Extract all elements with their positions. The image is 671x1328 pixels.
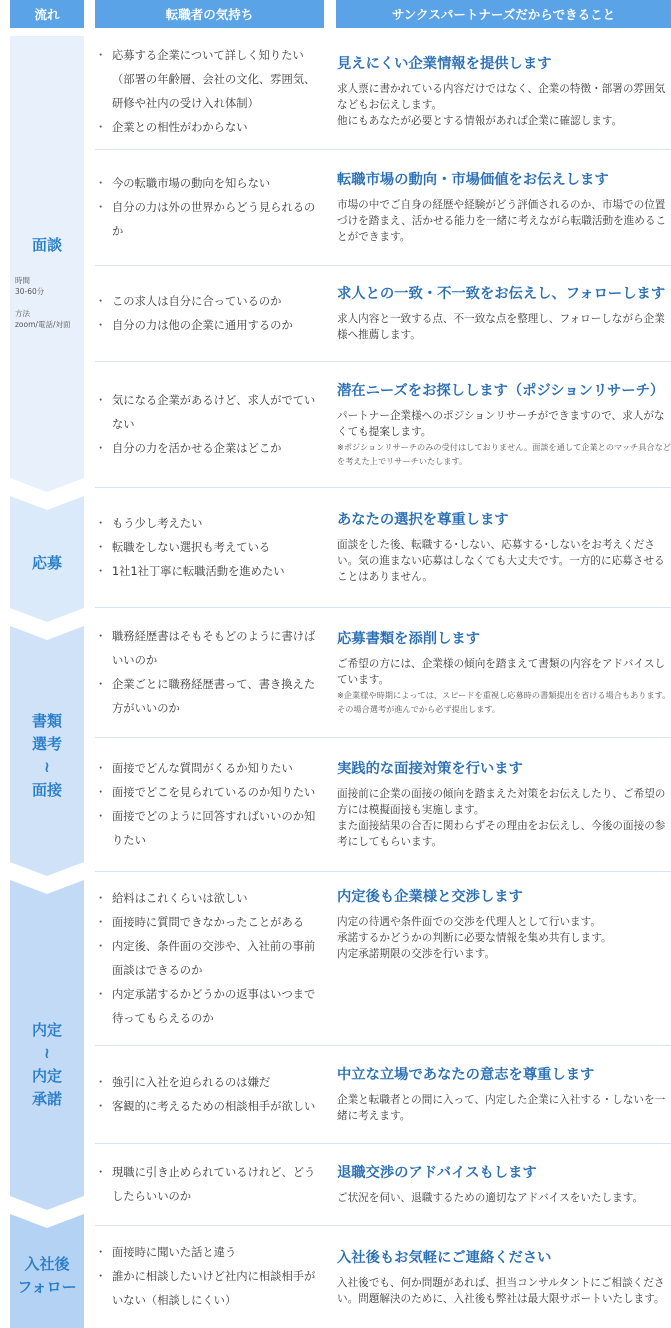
feelings-list xyxy=(95,389,324,461)
feeling-item: ・ 1社1社丁寧に転職活動を進めたい xyxy=(95,560,324,584)
service-description: また面接結果の合否に関わらずその理由をお伝えし、今後の面接の参考にしてもらいます。 xyxy=(337,820,666,848)
feelings-list xyxy=(95,172,324,244)
stage-name: 書類 選考 ≀ 面接 xyxy=(31,711,62,800)
service-description: 求人票に書かれている内容だけではなく、企業の特徴・部署の雰囲気などもお伝えします。 xyxy=(337,83,666,111)
stage-interview-meta: 時間 30-60分 方法 zoom/電話/対面 xyxy=(15,276,71,329)
feeling-item: ・ 企業ごとに職務経歴書って、書き換えた方がいいのか xyxy=(95,673,324,721)
feelings-list xyxy=(95,1071,324,1119)
service-description: 承諾するかどうかの判断に必要な情報を集め共有します。 xyxy=(337,932,612,944)
feelings-list xyxy=(95,512,324,584)
feelings-list xyxy=(95,625,324,721)
table-row xyxy=(95,150,671,266)
feelings-list xyxy=(95,44,324,140)
table-row xyxy=(95,362,671,488)
table-row xyxy=(95,872,671,1046)
feeling-item: ・ 現職に引き止められているけれど、どうしたらいいのか xyxy=(95,1161,324,1209)
service-title: あなたの選択を尊重します xyxy=(337,512,509,528)
feeling-item: ・ 内定後、条件面の交渉や、入社前の事前面談はできるのか xyxy=(95,935,324,983)
service-title: 潜在ニーズをお探しします（ポジションリサーチ） xyxy=(337,383,665,399)
feeling-item: ・ 企業との相性がわからない xyxy=(95,116,324,140)
stage-name: 面談 xyxy=(31,236,62,255)
feeling-item: ・ 自分の力を活かせる企業はどこか xyxy=(95,437,324,461)
table-row xyxy=(95,266,671,362)
table-row xyxy=(95,738,671,872)
stage-offer xyxy=(10,890,84,1240)
service-description: 内定承諾期限の交渉を行います。 xyxy=(337,948,496,960)
service-cell xyxy=(337,488,671,607)
stage-name: 内定 ≀ 内定 承諾 xyxy=(31,1020,62,1109)
stage-follow xyxy=(10,1224,84,1328)
feelings-list xyxy=(95,290,324,338)
table-row xyxy=(95,608,671,738)
feelings-cell xyxy=(95,266,324,361)
service-note: ※ポジションリサーチのみの受付はしておりません。面談を通して企業とのマッチ具合などを考えた上でリサーチいたします。 xyxy=(337,442,671,466)
feeling-item: ・ 客観的に考えるための相談相手が欲しい xyxy=(95,1095,324,1119)
table-row xyxy=(95,1144,671,1226)
stage-name: 入社後 フォロー xyxy=(17,1254,77,1296)
stage-name: 応募 xyxy=(31,554,62,573)
service-description: 内定の待遇や条件面での交渉を代理人として行います。 xyxy=(337,916,601,928)
service-cell xyxy=(337,872,671,1045)
service-cell xyxy=(337,362,671,487)
feeling-item: ・ 自分の力は他の企業に通用するのか xyxy=(95,314,324,338)
service-description: パートナー企業様へのポジションリサーチができますので、求人がなくても提案します。 xyxy=(337,410,665,438)
service-note: ※企業様や時期によっては、スピードを重視し応募時の書類提出を省ける場合もあります。その場合選考が進んでから必ず提出します。 xyxy=(337,690,671,714)
service-description: 市場の中でご自身の経歴や経験がどう評価されるのか、市場での位置づけを踏まえ、活かせる能力を一緒に考えながら転職活動を進めることができます。 xyxy=(337,199,667,243)
feelings-cell xyxy=(95,150,324,265)
service-title: 転職市場の動向・市場価値をお伝えします xyxy=(337,172,609,188)
feeling-item: ・ 面接でどこを見られているのか知りたい xyxy=(95,781,324,805)
feeling-item: ・ もう少し考えたい xyxy=(95,512,324,536)
service-title: 入社後もお気軽にご連絡ください xyxy=(337,1249,552,1266)
feeling-item: ・ 自分の力は外の世界からどう見られるのか xyxy=(95,196,324,244)
service-description: ご状況を伺い、退職するための適切なアドバイスをいたします。 xyxy=(337,1192,644,1204)
service-cell xyxy=(337,266,671,361)
feeling-item: ・ 面接時に聞いた話と違う xyxy=(95,1241,324,1265)
feeling-item: ・ 面接でどのように回答すればいいのか知りたい xyxy=(95,805,324,853)
service-title: 内定後も企業様と交渉します xyxy=(337,889,523,905)
service-title: 求人との一致・不一致をお伝えし、フォローします xyxy=(337,286,666,302)
feelings-list xyxy=(95,887,324,1031)
table-row xyxy=(95,488,671,608)
header-service: サンクスパートナーズだからできること xyxy=(336,0,671,28)
service-cell xyxy=(337,738,671,871)
feelings-cell xyxy=(95,362,324,487)
service-description: 求人内容と一致する点、不一致な点を整理し、フォローしながら企業様へ推薦します。 xyxy=(337,313,665,341)
feeling-item: ・ 今の転職市場の動向を知らない xyxy=(95,172,324,196)
feeling-item: ・ 応募する企業について詳しく知りたい（部署の年齢層、会社の文化、雰囲気、研修や社内の受け入れ体制） xyxy=(95,44,324,116)
feelings-cell xyxy=(95,1046,324,1143)
service-description: 他にもあなたが必要とする情報があれば企業に確認します。 xyxy=(337,115,623,127)
table-row xyxy=(95,1046,671,1144)
feeling-item: ・ 気になる企業があるけど、求人がでていない xyxy=(95,389,324,437)
header-feelings: 転職者の気持ち xyxy=(95,0,324,28)
service-title: 応募書類を添削します xyxy=(337,631,480,647)
service-description: 面接前に企業の面接の傾向を踏まえた対策をお伝えしたり、ご希望の方には模擬面接も実施します。 xyxy=(337,788,666,816)
service-cell xyxy=(337,1144,671,1225)
table-row xyxy=(95,1226,671,1328)
feelings-cell xyxy=(95,1226,324,1328)
feeling-item: ・ 転職をしない選択も考えている xyxy=(95,536,324,560)
service-description: 企業と転職者との間に入って、内定した企業に入社する・しないを一緒に考えます。 xyxy=(337,1094,666,1122)
service-cell xyxy=(337,1046,671,1143)
feeling-item: ・ 強引に入社を迫られるのは嫌だ xyxy=(95,1071,324,1095)
service-title: 中立な立場であなたの意志を尊重します xyxy=(337,1067,595,1083)
service-title: 見えにくい企業情報を提供します xyxy=(337,56,552,72)
feelings-list xyxy=(95,757,324,853)
feelings-list xyxy=(95,1241,324,1313)
feeling-item: ・ 給料はこれくらいは欲しい xyxy=(95,887,324,911)
feelings-cell xyxy=(95,488,324,607)
feeling-item: ・ 職務経歴書はそもそもどのように書けばいいのか xyxy=(95,625,324,673)
stage-screening xyxy=(10,636,84,876)
feeling-item: ・ 面接でどんな質問がくるか知りたい xyxy=(95,757,324,781)
feeling-item: ・ 内定承諾するかどうかの返事はいつまで待ってもらえるのか xyxy=(95,983,324,1031)
feelings-cell xyxy=(95,1144,324,1225)
service-cell xyxy=(337,1226,671,1328)
service-cell xyxy=(337,608,671,737)
stage-interview xyxy=(10,36,84,456)
service-description: 入社後でも、何か問題があれば、担当コンサルタントにご相談ください。問題解決のために、入社後も弊社は最大限サポートいたします。 xyxy=(337,1276,665,1305)
service-title: 実践的な面接対策を行います xyxy=(337,761,523,777)
feeling-item: ・ この求人は自分に合っているのか xyxy=(95,290,324,314)
feeling-item: ・ 誰かに相談したいけど社内に相談相手がいない（相談しにくい） xyxy=(95,1265,324,1313)
service-description: 面談をした後、転職する･しない、応募する･しないをお考えください。気の進まない応募はしなくても大丈夫です。一方的に応募させることはありません。 xyxy=(337,539,665,583)
service-title: 退職交渉のアドバイスもします xyxy=(337,1165,537,1181)
stage-apply xyxy=(10,506,84,622)
feelings-cell xyxy=(95,608,324,737)
feelings-list xyxy=(95,1161,324,1209)
feelings-cell xyxy=(95,872,324,1045)
header-flow: 流れ xyxy=(10,0,84,28)
feeling-item: ・ 面接時に質問できなかったことがある xyxy=(95,911,324,935)
table-row xyxy=(95,34,671,150)
service-cell xyxy=(337,150,671,265)
feelings-cell xyxy=(95,34,324,149)
feelings-cell xyxy=(95,738,324,871)
service-cell xyxy=(337,34,671,149)
service-description: ご希望の方には、企業様の傾向を踏まえて書類の内容をアドバイスしています。 xyxy=(337,658,666,686)
